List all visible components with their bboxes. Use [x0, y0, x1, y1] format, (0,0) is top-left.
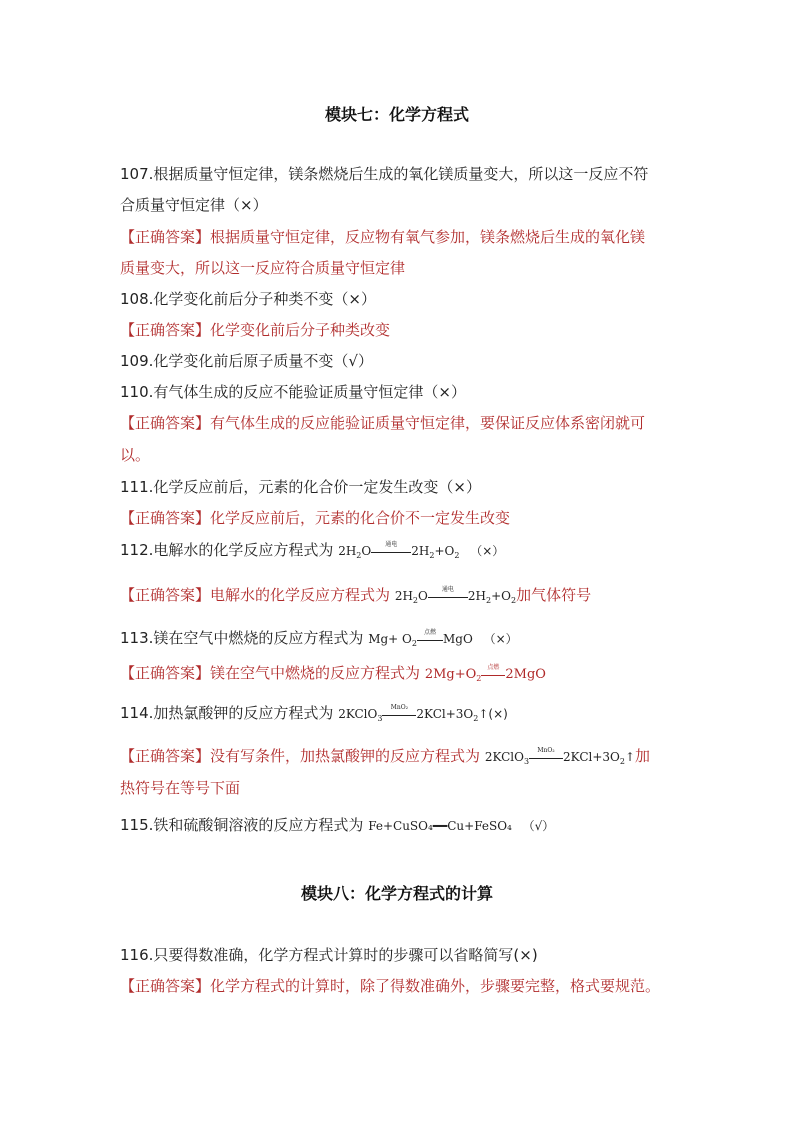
- q113: [120, 628, 680, 654]
- answer-label: 【正确答案】: [120, 586, 211, 604]
- q116: 116.只要得数准确，化学方程式计算时的步骤可以省略简写(×): [120, 946, 538, 964]
- answer-label: 【正确答案】: [120, 228, 211, 246]
- answer-label: 【正确答案】: [120, 747, 211, 765]
- question-text: 113.镁在空气中燃烧的反应方程式为: [120, 629, 364, 647]
- answer-text: 电解水的化学反应方程式为: [210, 586, 391, 604]
- question-text: 114.加热氯酸钾的反应方程式为: [120, 704, 334, 722]
- a113: [120, 663, 680, 689]
- answer-text: 根据质量守恒定律，反应物有氧气参加，镁条燃烧后生成的氧化镁: [210, 228, 646, 246]
- condition-label: 通电: [385, 540, 398, 548]
- answer-tail: 加: [635, 747, 651, 765]
- q112: [120, 540, 680, 566]
- equation-electrolysis: $2H_2O$ 通电 $2H_2+O_2$: [338, 540, 460, 560]
- q107-line1: 107.根据质量守恒定律，镁条燃烧后生成的氧化镁质量变大，所以这一反应不符: [120, 165, 649, 183]
- a110-line1: [120, 413, 680, 433]
- q114: [120, 703, 680, 729]
- a110-line2: 以。: [120, 446, 151, 464]
- condition-label: 点燃: [487, 663, 500, 671]
- question-text: 115.铁和硫酸铜溶液的反应方程式为: [120, 816, 364, 834]
- q111: 111.化学反应前后，元素的化合价一定发生改变（×）: [120, 478, 481, 496]
- a116: [120, 976, 680, 996]
- a114-line2: 热符号在等号下面: [120, 779, 241, 797]
- answer-label: 【正确答案】: [120, 509, 211, 527]
- a107-line1: [120, 227, 680, 247]
- q108: 108.化学变化前后分子种类不变（×）: [120, 290, 376, 308]
- equation-kclo3: 2KClO$_3$ MnO₂ $2KCl+3O_2↑$: [338, 703, 489, 723]
- q115: [120, 815, 680, 836]
- a111: [120, 508, 680, 528]
- condition-label: 点燃: [423, 628, 436, 636]
- condition-label: MnO₂: [390, 703, 409, 711]
- answer-mark: (×): [488, 707, 508, 721]
- a107-line2: 质量变大，所以这一反应符合质量守恒定律: [120, 259, 406, 277]
- equation-kclo3-correct: 2KClO$_3$ MnO₂ $2KCl+3O_2↑$: [484, 746, 636, 766]
- answer-label: 【正确答案】: [120, 664, 211, 682]
- q107-line2: 合质量守恒定律（×）: [120, 196, 268, 214]
- answer-label: 【正确答案】: [120, 977, 211, 995]
- equation-mg-burn-correct: $2Mg+O_2$ 点燃 2MgO: [424, 663, 546, 683]
- equation-electrolysis-correct: $2H_2O$ 通电 $2H_2+O_2$: [394, 585, 517, 605]
- answer-mark: （√）: [522, 819, 555, 833]
- q109: 109.化学变化前后原子质量不变（√）: [120, 352, 373, 370]
- answer-mark: （×）: [483, 632, 518, 646]
- module-seven-title: 模块七：化学方程式: [324, 105, 469, 124]
- answer-text: 镁在空气中燃烧的反应方程式为: [210, 664, 421, 682]
- answer-text: 没有写条件，加热氯酸钾的反应方程式为: [210, 747, 481, 765]
- a114-line1: [120, 746, 680, 772]
- answer-text: 化学方程式的计算时，除了得数准确外，步骤要完整，格式要规范。: [210, 977, 661, 995]
- a112: [120, 585, 680, 611]
- answer-label: 【正确答案】: [120, 321, 211, 339]
- equation-fe-cuso4: Fe+CuSO₄━━Cu+FeSO₄: [368, 819, 512, 833]
- answer-text: 有气体生成的反应能验证质量守恒定律，要保证反应体系密闭就可: [210, 414, 646, 432]
- equation-mg-burn: $Mg+ O_2$ 点燃 MgO: [368, 628, 473, 648]
- module-eight-title: 模块八：化学方程式的计算: [300, 884, 493, 903]
- q110: 110.有气体生成的反应不能验证质量守恒定律（×）: [120, 383, 466, 401]
- condition-label: MnO₂: [537, 746, 555, 754]
- answer-text: 化学变化前后分子种类改变: [210, 321, 391, 339]
- answer-text: 化学反应前后，元素的化合价不一定发生改变: [210, 509, 511, 527]
- condition-label: 通电: [441, 585, 454, 593]
- answer-label: 【正确答案】: [120, 414, 211, 432]
- answer-tail: 加气体符号: [516, 586, 592, 604]
- a108: [120, 320, 680, 340]
- answer-mark: （×）: [470, 544, 505, 558]
- question-text: 112.电解水的化学反应方程式为: [120, 541, 334, 559]
